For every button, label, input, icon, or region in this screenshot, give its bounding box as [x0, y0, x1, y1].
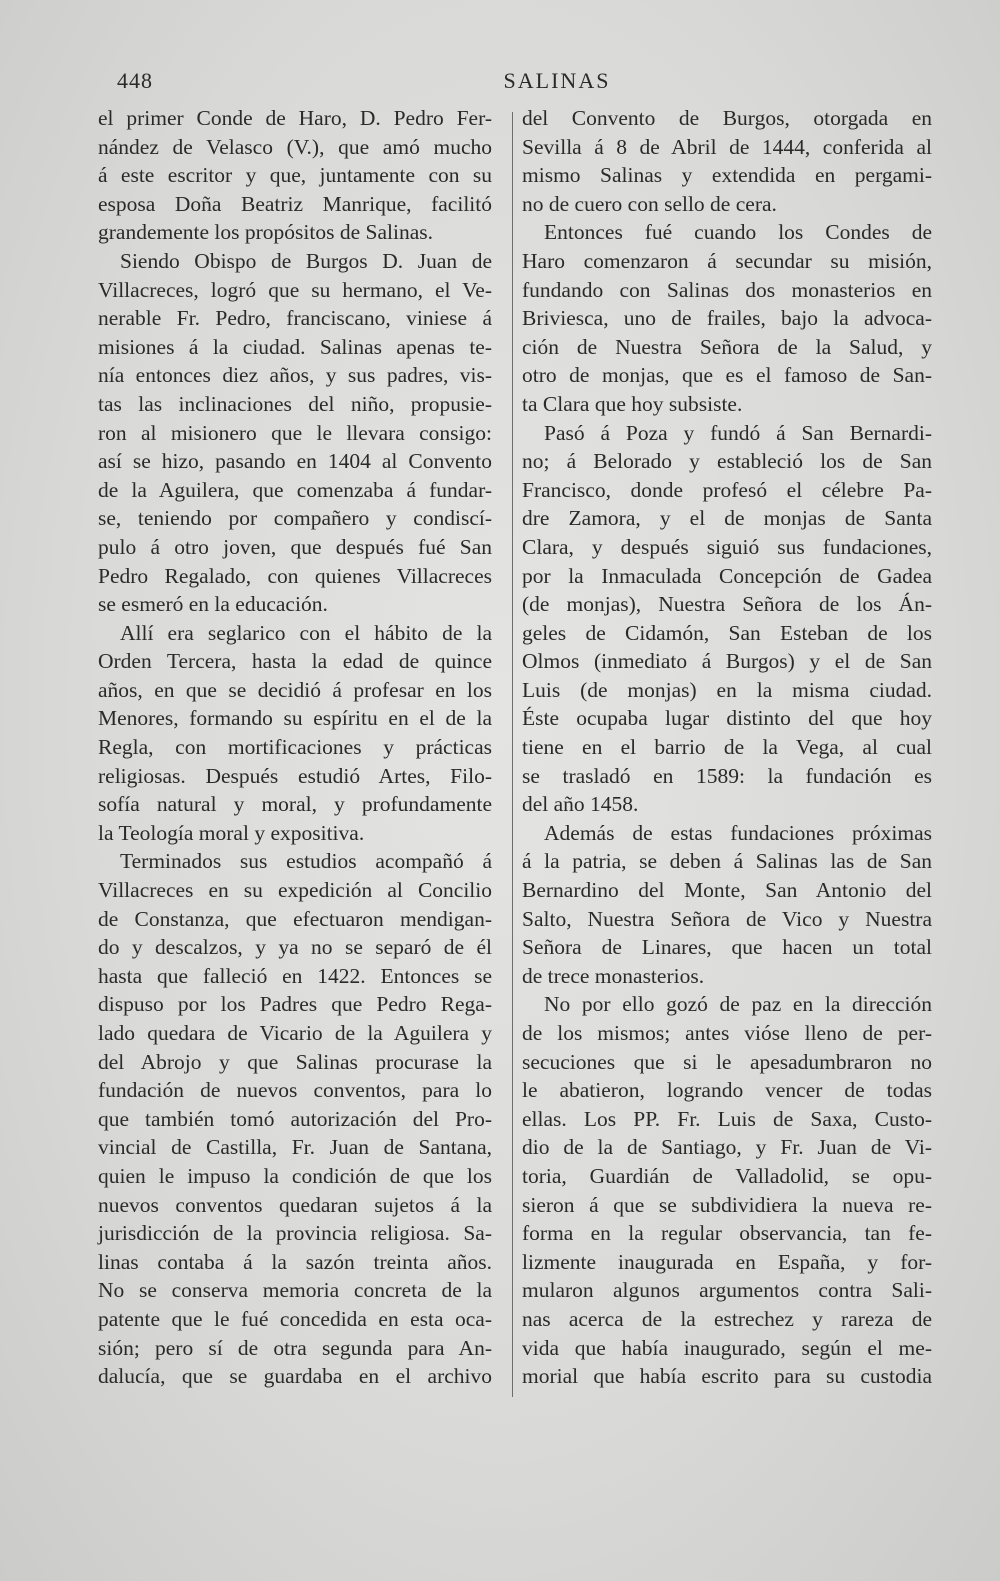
text-line: lizmente inaugurada en España, y for- — [522, 1249, 932, 1274]
text-line: fundación de nuevos conventos, para lo — [98, 1078, 492, 1103]
text-line: sofía natural y moral, y profundamente — [98, 792, 492, 817]
text-line: Pasó á Poza y fundó á San Bernardi- — [544, 420, 932, 445]
text-line: Siendo Obispo de Burgos D. Juan de — [120, 248, 492, 273]
text-line: Menores, formando su espíritu en el de la — [98, 706, 492, 731]
text-line: Villacreces en su expedición al Concilio — [98, 878, 492, 903]
running-title: SALINAS — [503, 68, 611, 93]
text-line: no; á Belorado y estableció los de San — [522, 449, 932, 474]
text-line: tas las inclinaciones del niño, propusie- — [98, 391, 492, 416]
text-line: se, teniendo por compañero y condiscí- — [98, 506, 492, 531]
column-divider — [512, 112, 513, 1397]
text-line: años, en que se decidió á profesar en los — [98, 677, 492, 702]
left-text-column — [98, 104, 492, 1391]
text-line: Clara, y después siguió sus fundaciones, — [522, 534, 932, 559]
text-line: esposa Doña Beatriz Manrique, facilitó — [98, 191, 492, 216]
text-line: ción de Nuestra Señora de la Salud, y — [522, 334, 932, 359]
text-line: do y descalzos, y ya no se separó de él — [98, 935, 492, 960]
text-line: Sevilla á 8 de Abril de 1444, conferida al — [522, 134, 932, 159]
text-line: Haro comenzaron á secundar su misión, — [522, 248, 932, 273]
text-line: linas contaba á la sazón treinta años. — [98, 1249, 492, 1274]
text-line: religiosas. Después estudió Artes, Filo- — [98, 763, 492, 788]
text-line: forma en la regular observancia, tan fe- — [522, 1221, 932, 1246]
text-line: Orden Tercera, hasta la edad de quince — [98, 649, 492, 674]
text-line: así se hizo, pasando en 1404 al Convento — [98, 449, 492, 474]
text-line: dio de la de Santiago, y Fr. Juan de Vi- — [522, 1135, 932, 1160]
text-line: Salto, Nuestra Señora de Vico y Nuestra — [522, 906, 932, 931]
text-line: á este escritor y que, juntamente con su — [98, 163, 492, 188]
text-line: el primer Conde de Haro, D. Pedro Fer- — [98, 106, 492, 130]
text-line: (de monjas), Nuestra Señora de los Án- — [522, 592, 932, 617]
page-number: 448 — [117, 68, 153, 93]
text-line: del Abrojo y que Salinas procurase la — [98, 1049, 492, 1074]
text-line: nuevos conventos quedaran sujetos á la — [98, 1192, 492, 1217]
text-line: Bernardino del Monte, San Antonio del — [522, 878, 932, 903]
text-line: Pedro Regalado, con quienes Villacreces — [98, 563, 492, 588]
page-header — [117, 68, 930, 102]
text-line: por la Inmaculada Concepción de Gadea — [522, 563, 932, 588]
text-line: Señora de Linares, que hacen un total — [522, 935, 932, 960]
text-line: mularon algunos argumentos contra Sali- — [522, 1278, 932, 1303]
text-line: Villacreces, logró que su hermano, el Ve- — [98, 277, 492, 302]
text-line: nerable Fr. Pedro, franciscano, viniese á — [98, 306, 492, 331]
text-line: lado quedara de Vicario de la Aguilera y — [98, 1021, 492, 1045]
text-line: Allí era seglarico con el hábito de la — [120, 620, 492, 645]
text-line: se trasladó en 1589: la fundación es — [522, 763, 932, 788]
text-line: sión; pero sí de otra segunda para An- — [98, 1335, 492, 1360]
text-line: fundando con Salinas dos monasterios en — [522, 277, 932, 302]
text-line: tiene en el barrio de la Vega, al cual — [522, 735, 932, 760]
text-line: de Constanza, que efectuaron mendigan- — [98, 906, 492, 931]
text-line: Luis (de monjas) en la misma ciudad. — [522, 677, 932, 702]
text-line: pulo á otro joven, que después fué San — [98, 534, 492, 559]
text-line: Además de estas fundaciones próximas — [544, 820, 932, 845]
text-line: no de cuero con sello de cera. — [522, 191, 777, 216]
text-line: ron al misionero que le llevara consigo: — [98, 420, 492, 445]
text-line: nía entonces diez años, y sus padres, vis- — [98, 363, 492, 388]
text-line: toria, Guardián de Valladolid, se opu- — [522, 1163, 932, 1188]
text-line: quien le impuso la condición de que los — [98, 1163, 492, 1188]
text-line: Terminados sus estudios acompañó á — [120, 849, 492, 874]
text-line: vida que había inaugurado, según el me- — [522, 1335, 932, 1360]
text-line: grandemente los propósitos de Salinas. — [98, 220, 433, 245]
text-line: del Convento de Burgos, otorgada en — [522, 106, 932, 130]
text-line: se esmeró en la educación. — [98, 592, 328, 617]
text-line: de los mismos; antes vióse lleno de per- — [522, 1021, 932, 1045]
text-line: secuciones que si le apesadumbraron no — [522, 1049, 932, 1074]
text-line: Briviesca, uno de frailes, bajo la advoca- — [522, 306, 932, 331]
text-line: nas acerca de la estrechez y rareza de — [522, 1306, 932, 1331]
text-line: ta Clara que hoy subsiste. — [522, 391, 743, 416]
text-line: jurisdicción de la provincia religiosa. Sa- — [98, 1221, 492, 1246]
text-line: Éste ocupaba lugar distinto del que hoy — [522, 706, 932, 731]
text-line: geles de Cidamón, San Esteban de los — [522, 620, 932, 645]
text-line: misiones á la ciudad. Salinas apenas te- — [98, 334, 492, 359]
text-line: dalucía, que se guardaba en el archivo — [98, 1364, 492, 1389]
text-line: del año 1458. — [522, 792, 639, 817]
text-line: No se conserva memoria concreta de la — [98, 1278, 492, 1303]
text-line: morial que había escrito para su custodia — [522, 1364, 932, 1389]
text-line: Entonces fué cuando los Condes de — [544, 220, 932, 245]
text-line: patente que le fué concedida en esta oca- — [98, 1306, 492, 1331]
text-line: No por ello gozó de paz en la dirección — [544, 992, 932, 1017]
right-text-column — [522, 104, 932, 1391]
text-line: nández de Velasco (V.), que amó mucho — [98, 134, 492, 159]
text-line: mismo Salinas y extendida en pergami- — [522, 163, 932, 188]
text-line: dre Zamora, y el de monjas de Santa — [522, 506, 932, 531]
text-line: sieron á que se subdividiera la nueva re- — [522, 1192, 932, 1217]
text-line: le abatieron, logrando vencer de todas — [522, 1078, 932, 1103]
text-line: Regla, con mortificaciones y prácticas — [98, 735, 492, 760]
text-line: que también tomó autorización del Pro- — [98, 1106, 492, 1131]
text-line: hasta que falleció en 1422. Entonces se — [98, 963, 492, 988]
text-line: otro de monjas, que es el famoso de San- — [522, 363, 932, 388]
text-line: de la Aguilera, que comenzaba á fundar- — [98, 477, 492, 502]
text-line: de trece monasterios. — [522, 963, 705, 988]
text-line: la Teología moral y expositiva. — [98, 820, 365, 845]
text-line: dispuso por los Padres que Pedro Rega- — [98, 992, 492, 1017]
text-line: Francisco, donde profesó el célebre Pa- — [522, 477, 932, 502]
text-line: vincial de Castilla, Fr. Juan de Santana, — [98, 1135, 492, 1160]
text-line: Olmos (inmediato á Burgos) y el de San — [522, 649, 932, 674]
text-line: á la patria, se deben á Salinas las de San — [522, 849, 932, 874]
text-line: ellas. Los PP. Fr. Luis de Saxa, Custo- — [522, 1106, 932, 1131]
